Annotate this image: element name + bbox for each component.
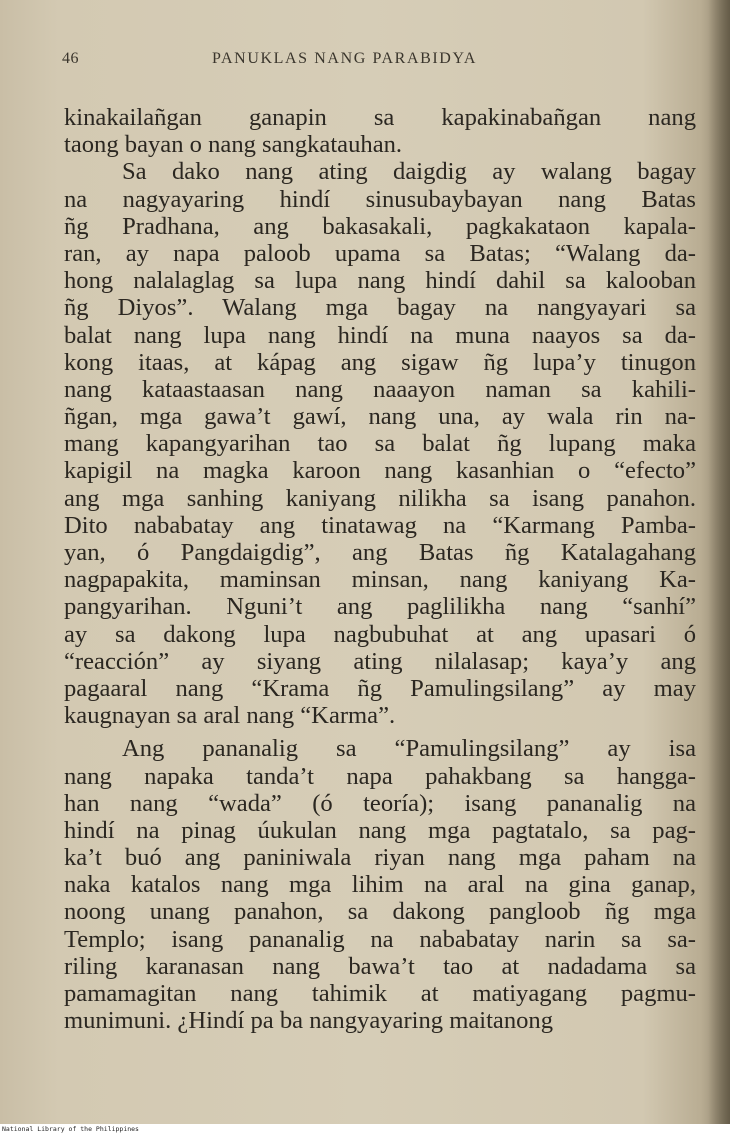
text-line: nang napaka tanda’t napa pahakbang sa hangga-	[64, 762, 696, 790]
text-line: riling karanasan nang bawa’t tao at nadadama sa	[64, 952, 696, 980]
footer-credit: National Library of the Philippines	[2, 1125, 139, 1133]
text-line: nang kataastaasan nang naaayon naman sa kahili-	[64, 375, 696, 403]
text-line: ñgan, mga gawa’t gawí, nang una, ay wala rin na-	[64, 403, 696, 431]
text-line: naka katalos nang mga lihim na aral na gina ganap,	[64, 871, 696, 899]
text-line: “reacción” ay siyang ating nilalasap; kaya’y ang	[64, 647, 696, 675]
text-line: Sa dako nang ating daigdig ay walang bagay	[122, 158, 696, 186]
page-header	[62, 50, 697, 72]
paragraph	[64, 104, 696, 158]
text-line: pamamagitan nang tahimik at matiyagang pagmu-	[64, 980, 696, 1007]
text-line: taong bayan o nang sangkatauhan.	[64, 131, 403, 159]
text-line: yan, ó Pangdaigdig”, ang Batas ñg Katalagahang	[64, 539, 696, 566]
running-title: PANUKLAS NANG PARABIDYA	[212, 50, 477, 67]
text-line: Dito nababatay ang tinatawag na “Karmang Pamba-	[64, 511, 696, 539]
text-line: pagaaral nang “Krama ñg Pamulingsilang” ay may	[64, 674, 696, 702]
text-line: Templo; isang pananalig na nababatay narin sa sa-	[64, 925, 696, 953]
text-line: kinakailañgan ganapin sa kapakinabañgan nang	[64, 104, 696, 131]
text-line: Ang pananalig sa “Pamulingsilang” ay isa	[122, 735, 696, 763]
text-line: hong nalalaglag sa lupa nang hindí dahil sa kalooban	[64, 267, 696, 295]
text-line: han nang “wada” (ó teoría); isang pananalig na	[64, 789, 696, 817]
page-number: 46	[62, 50, 79, 67]
paragraph	[64, 158, 696, 729]
text-line: nagpapakita, maminsan minsan, nang kaniyang Ka-	[64, 566, 696, 594]
text-line: ay sa dakong lupa nagbubuhat at ang upasari ó	[64, 620, 696, 648]
text-line: munimuni. ¿Hindí pa ba nangyayaring maitanong	[64, 1007, 554, 1035]
body-text	[64, 104, 696, 1034]
text-line: kong itaas, at kápag ang sigaw ñg lupa’y tinugon	[64, 348, 696, 376]
text-line: pangyarihan. Nguni’t ang paglilikha nang “sanhí”	[64, 593, 696, 621]
text-line: ñg Diyos”. Walang mga bagay na nangyayari sa	[64, 294, 696, 322]
text-line: ang mga sanhing kaniyang nilikha sa isang panahon.	[64, 484, 696, 512]
text-line: balat nang lupa nang hindí na muna naayos sa da-	[64, 321, 696, 349]
text-line: ran, ay napa paloob upama sa Batas; “Walang da-	[64, 239, 696, 267]
text-line: ka’t buó ang paniniwala riyan nang mga paham na	[64, 844, 696, 872]
text-line: hindí na pinag úukulan nang mga pagtatalo, sa pag-	[64, 816, 696, 844]
text-line: kaugnayan sa aral nang “Karma”.	[64, 702, 396, 730]
paragraph	[64, 735, 696, 1034]
text-line: noong unang panahon, sa dakong pangloob ñg mga	[64, 898, 696, 926]
text-line: kapigil na magka karoon nang kasanhian o “efecto”	[64, 457, 696, 485]
text-line: ñg Pradhana, ang bakasakali, pagkakataon kapala-	[64, 212, 696, 240]
text-line: na nagyayaring hindí sinusubaybayan nang Batas	[64, 185, 696, 213]
text-line: mang kapangyarihan tao sa balat ñg lupang maka	[64, 430, 696, 458]
